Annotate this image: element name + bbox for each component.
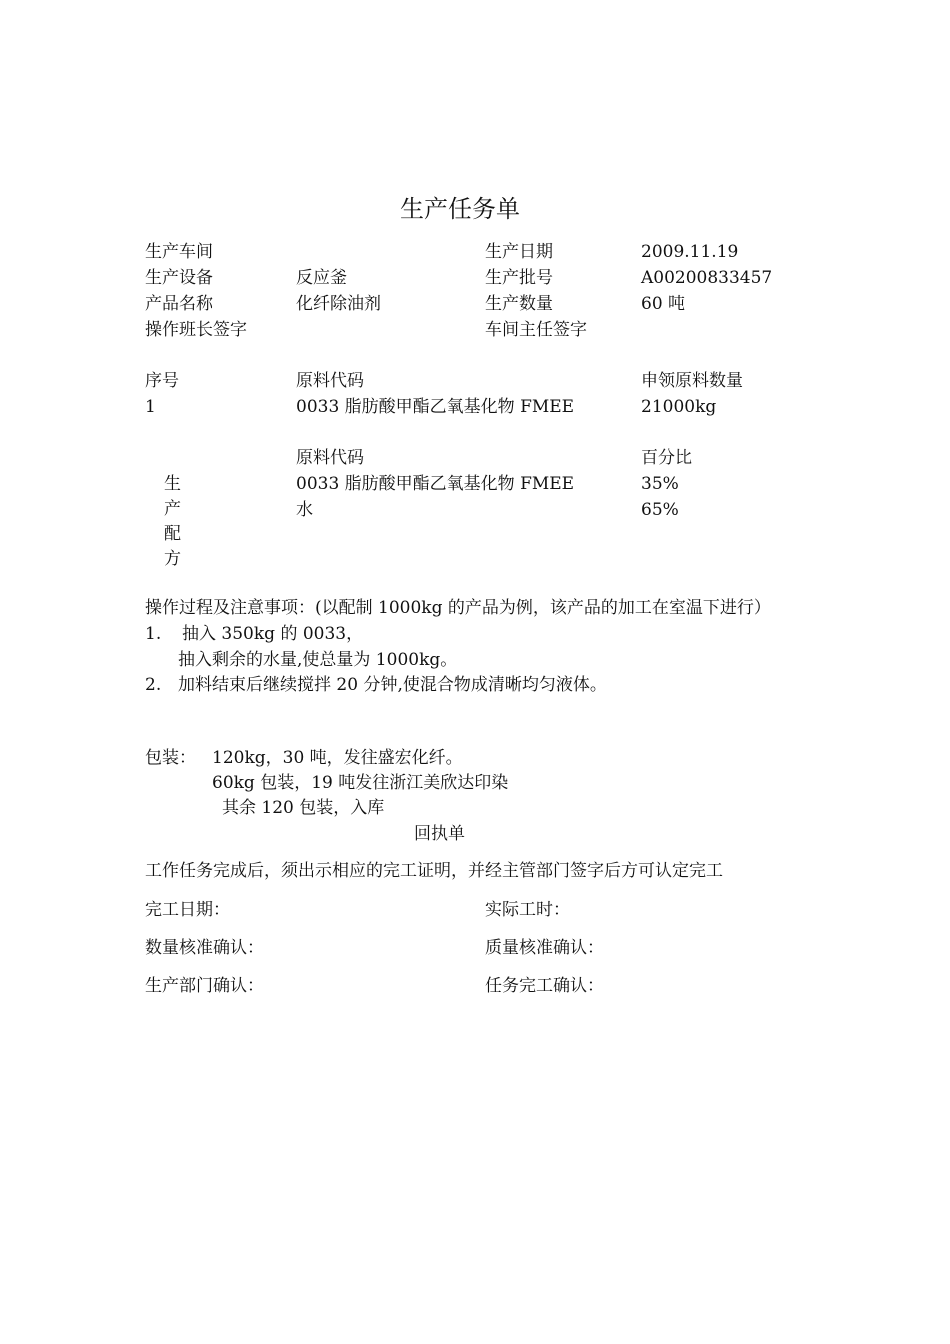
- receipt-title: 回执单: [414, 824, 465, 844]
- quantity-value: 60 吨: [641, 294, 686, 314]
- packaging-line: 120kg，30 吨，发往盛宏化纤。: [212, 748, 463, 768]
- batch-label: 生产批号: [485, 268, 553, 288]
- table-cell: 1: [145, 397, 156, 417]
- column-header: 原料代码: [296, 448, 364, 468]
- column-header: 原料代码: [296, 371, 364, 391]
- table-cell: 0033 脂肪酸甲酯乙氧基化物 FMEE: [296, 474, 575, 494]
- equipment-label: 生产设备: [145, 268, 213, 288]
- formula-side-char: 产: [164, 499, 181, 519]
- table-cell: 65%: [641, 500, 679, 520]
- quantity-check-label: 数量核准确认：: [145, 938, 264, 958]
- packaging-line: 60kg 包装，19 吨发往浙江美欣达印染: [212, 773, 509, 793]
- equipment-value: 反应釜: [296, 268, 347, 288]
- date-label: 生产日期: [485, 242, 553, 262]
- column-header: 序号: [145, 371, 179, 391]
- formula-side-char: 方: [164, 549, 181, 569]
- step-number: 1.: [145, 624, 162, 644]
- workshop-label: 生产车间: [145, 242, 213, 262]
- step-text: 抽入 350kg 的 0033，: [182, 624, 364, 644]
- date-value: 2009.11.19: [641, 242, 739, 262]
- column-header: 申领原料数量: [641, 371, 743, 391]
- quality-check-label: 质量核准确认：: [485, 938, 604, 958]
- formula-side-char: 生: [164, 474, 181, 494]
- table-cell: 0033 脂肪酸甲酯乙氧基化物 FMEE: [296, 397, 575, 417]
- table-cell: 35%: [641, 474, 679, 494]
- product-label: 产品名称: [145, 294, 213, 314]
- task-confirm-label: 任务完工确认：: [485, 976, 604, 996]
- table-cell: 水: [296, 500, 313, 520]
- procedure-heading: 操作过程及注意事项：(以配制 1000kg 的产品为例，该产品的加工在室温下进行）: [145, 598, 771, 618]
- dept-confirm-label: 生产部门确认：: [145, 976, 264, 996]
- column-header: 百分比: [641, 448, 692, 468]
- foreman-sign-label: 操作班长签字: [145, 320, 247, 340]
- quantity-label: 生产数量: [485, 294, 553, 314]
- packaging-label: 包装：: [145, 748, 196, 768]
- actual-hours-label: 实际工时：: [485, 900, 570, 920]
- product-value: 化纤除油剂: [296, 294, 381, 314]
- step-number: 2.: [145, 675, 162, 695]
- step-text-continued: 抽入剩余的水量,使总量为 1000kg。: [178, 650, 458, 670]
- batch-value: A00200833457: [641, 268, 773, 288]
- step-text: 加料结束后继续搅拌 20 分钟,使混合物成清晰均匀液体。: [178, 675, 607, 695]
- director-sign-label: 车间主任签字: [485, 320, 587, 340]
- completion-date-label: 完工日期：: [145, 900, 230, 920]
- page-title: 生产任务单: [400, 195, 520, 223]
- table-cell: 21000kg: [641, 397, 717, 417]
- formula-side-char: 配: [164, 524, 181, 544]
- packaging-line: 其余 120 包装，入库: [222, 798, 385, 818]
- receipt-note: 工作任务完成后，须出示相应的完工证明，并经主管部门签字后方可认定完工: [145, 861, 723, 881]
